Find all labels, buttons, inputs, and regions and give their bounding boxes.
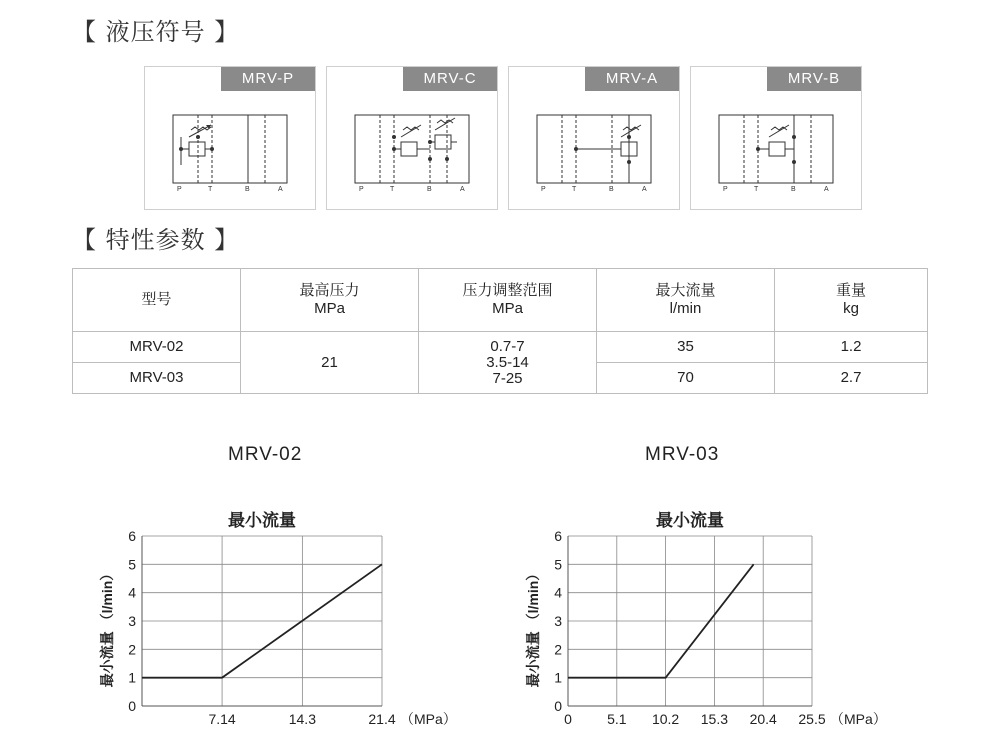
mrv-a-circuit-diagram (509, 67, 681, 211)
model-cell: MRV-02 (73, 332, 241, 363)
pressure-range-cell: 0.7-7 3.5-14 7-25 (419, 332, 597, 394)
y-tick-label: 3 (554, 613, 562, 629)
y-tick-label: 2 (554, 641, 562, 658)
symbol-tag: MRV-A (585, 67, 679, 91)
y-tick-label: 0 (554, 698, 562, 714)
header-model: 型号 (73, 269, 241, 332)
port-t-label: T (572, 186, 577, 193)
chart-title-mrv-03: MRV-03 (645, 444, 720, 465)
symbol-card-mrv-c (326, 66, 498, 210)
weight-cell: 2.7 (775, 363, 928, 394)
port-t-label: T (208, 186, 213, 193)
port-t-label: T (754, 186, 759, 193)
y-tick-label: 4 (554, 584, 562, 601)
port-b-label: B (427, 186, 432, 193)
header-weight: 重量 kg (775, 269, 928, 332)
port-a-label: A (824, 186, 829, 193)
max-pressure-cell: 21 (241, 332, 419, 394)
y-tick-label: 1 (128, 669, 136, 686)
weight-cell: 1.2 (775, 332, 928, 363)
max-flow-cell: 70 (597, 363, 775, 394)
port-p-label: P (177, 186, 182, 193)
y-tick-label: 6 (554, 528, 562, 544)
port-b-label: B (245, 186, 250, 193)
x-tick-label: 25.5 (798, 711, 826, 727)
port-p-label: P (723, 186, 728, 193)
x-tick-label: 20.4 (749, 711, 777, 727)
header-max-pressure: 最高压力 MPa (241, 269, 419, 332)
symbol-card-mrv-b (690, 66, 862, 210)
x-tick-label: 10.2 (651, 711, 680, 727)
x-tick-label: 7.14 (208, 711, 236, 727)
mrv-02-min-flow-chart (90, 500, 490, 732)
header-max-flow: 最大流量 l/min (597, 269, 775, 332)
header-pressure-range: 压力调整范围 MPa (419, 269, 597, 332)
symbol-tag: MRV-P (221, 67, 315, 91)
y-tick-label: 5 (128, 556, 136, 573)
symbol-tag: MRV-C (403, 67, 497, 91)
symbol-card-mrv-a (508, 66, 680, 210)
mrv-03-min-flow-chart (525, 500, 910, 732)
mrv-b-circuit-diagram (691, 67, 863, 211)
y-tick-label: 2 (128, 641, 136, 658)
table-row (73, 332, 928, 363)
specifications-table (72, 268, 928, 394)
y-tick-label: 5 (554, 556, 562, 573)
symbol-card-mrv-p (144, 66, 316, 210)
port-p-label: P (541, 186, 546, 193)
y-tick-label: 0 (128, 698, 136, 714)
x-axis-unit: （MPa） (830, 711, 887, 727)
chart-subtitle: 最小流量 (228, 511, 296, 530)
port-a-label: A (278, 186, 283, 193)
y-tick-label: 4 (128, 584, 136, 601)
x-tick-label: 15.3 (700, 711, 729, 727)
port-p-label: P (359, 186, 364, 193)
max-flow-cell: 35 (597, 332, 775, 363)
mrv-c-circuit-diagram (327, 67, 499, 211)
x-tick-label: 21.4 (368, 711, 396, 727)
y-tick-label: 1 (554, 669, 562, 686)
specifications-heading: 【 特性参数 】 (72, 226, 240, 254)
y-axis-label: 最小流量 （l/min） (99, 566, 115, 688)
mrv-p-circuit-diagram (145, 67, 317, 211)
symbol-tag: MRV-B (767, 67, 861, 91)
port-a-label: A (642, 186, 647, 193)
x-tick-label: 5.1 (607, 711, 627, 727)
x-tick-label: 0 (564, 711, 572, 727)
y-tick-label: 3 (128, 613, 136, 629)
chart-subtitle: 最小流量 (656, 511, 724, 530)
model-cell: MRV-03 (73, 363, 241, 394)
port-b-label: B (609, 186, 614, 193)
hydraulic-symbols-heading: 【 液压符号 】 (72, 18, 240, 46)
port-t-label: T (390, 186, 395, 193)
chart-title-mrv-02: MRV-02 (228, 444, 303, 465)
x-axis-unit: （MPa） (400, 711, 457, 727)
y-axis-label: 最小流量 （l/min） (525, 566, 541, 688)
table-header-row (73, 269, 928, 332)
port-a-label: A (460, 186, 465, 193)
y-tick-label: 6 (128, 528, 136, 544)
port-b-label: B (791, 186, 796, 193)
x-tick-label: 14.3 (288, 711, 316, 727)
